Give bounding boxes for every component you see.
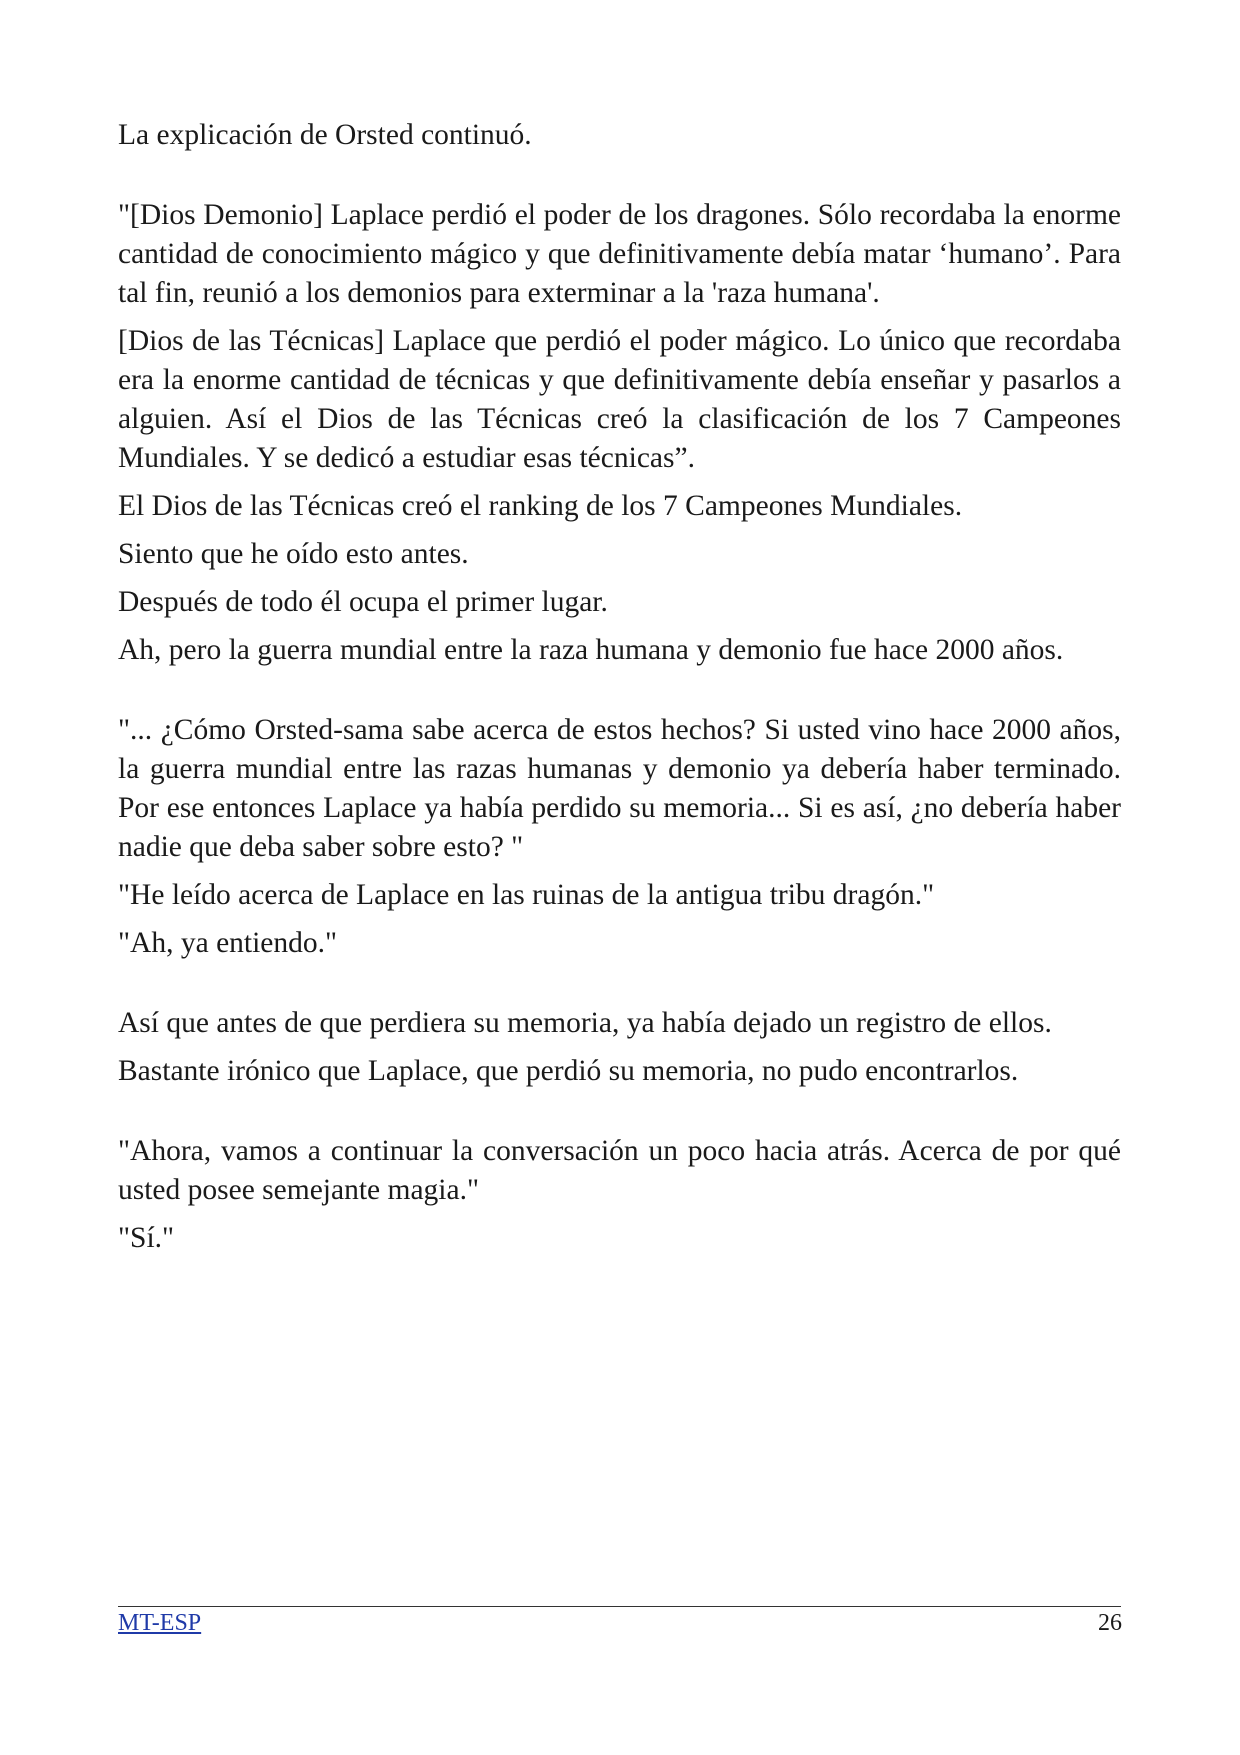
paragraph: La explicación de Orsted continuó. (118, 119, 532, 151)
body-text (118, 116, 1121, 1258)
paragraph: "[Dios Demonio] Laplace perdió el poder de los dragones. Sólo recordaba la enorme cantidad de conocimiento mágico y que definitivamente debía matar ‘humano’. Para tal fin, reunió a los demonios para exterminar a la 'raza humana'. (118, 199, 1121, 309)
paragraph: "He leído acerca de Laplace en las ruinas de la antigua tribu dragón." (118, 879, 935, 911)
paragraph: "Ah, ya entiendo." (118, 927, 338, 959)
paragraph: Así que antes de que perdiera su memoria, ya había dejado un registro de ellos. (118, 1007, 1052, 1039)
paragraph: Ah, pero la guerra mundial entre la raza humana y demonio fue hace 2000 años. (118, 634, 1064, 666)
paragraph: [Dios de las Técnicas] Laplace que perdió el poder mágico. Lo único que recordaba era la enorme cantidad de técnicas y que definitivamente debía enseñar y pasarlos a alguien. Así el Dios de las Técnicas creó la clasificación de los 7 Campeones Mundiales. Y se dedicó a estudiar esas técnicas”. (118, 325, 1121, 474)
paragraph: Después de todo él ocupa el primer lugar. (118, 586, 608, 618)
paragraph: Siento que he oído esto antes. (118, 538, 469, 570)
page-number: 26 (1098, 1610, 1122, 1636)
paragraph: "... ¿Cómo Orsted-sama sabe acerca de estos hechos? Si usted vino hace 2000 años, la guerra mundial entre las razas humanas y demonio ya debería haber terminado. Por ese entonces Laplace ya había perdido su memoria... Si es así, ¿no debería haber nadie que deba saber sobre esto? " (118, 714, 1121, 863)
paragraph: El Dios de las Técnicas creó el ranking de los 7 Campeones Mundiales. (118, 490, 963, 522)
paragraph: "Ahora, vamos a continuar la conversación un poco hacia atrás. Acerca de por qué usted posee semejante magia." (118, 1135, 1121, 1206)
footer-divider (118, 1606, 1121, 1607)
paragraph: "Sí." (118, 1222, 175, 1254)
footer-link[interactable]: MT-ESP (118, 1610, 202, 1636)
paragraph: Bastante irónico que Laplace, que perdió su memoria, no pudo encontrarlos. (118, 1055, 1019, 1087)
